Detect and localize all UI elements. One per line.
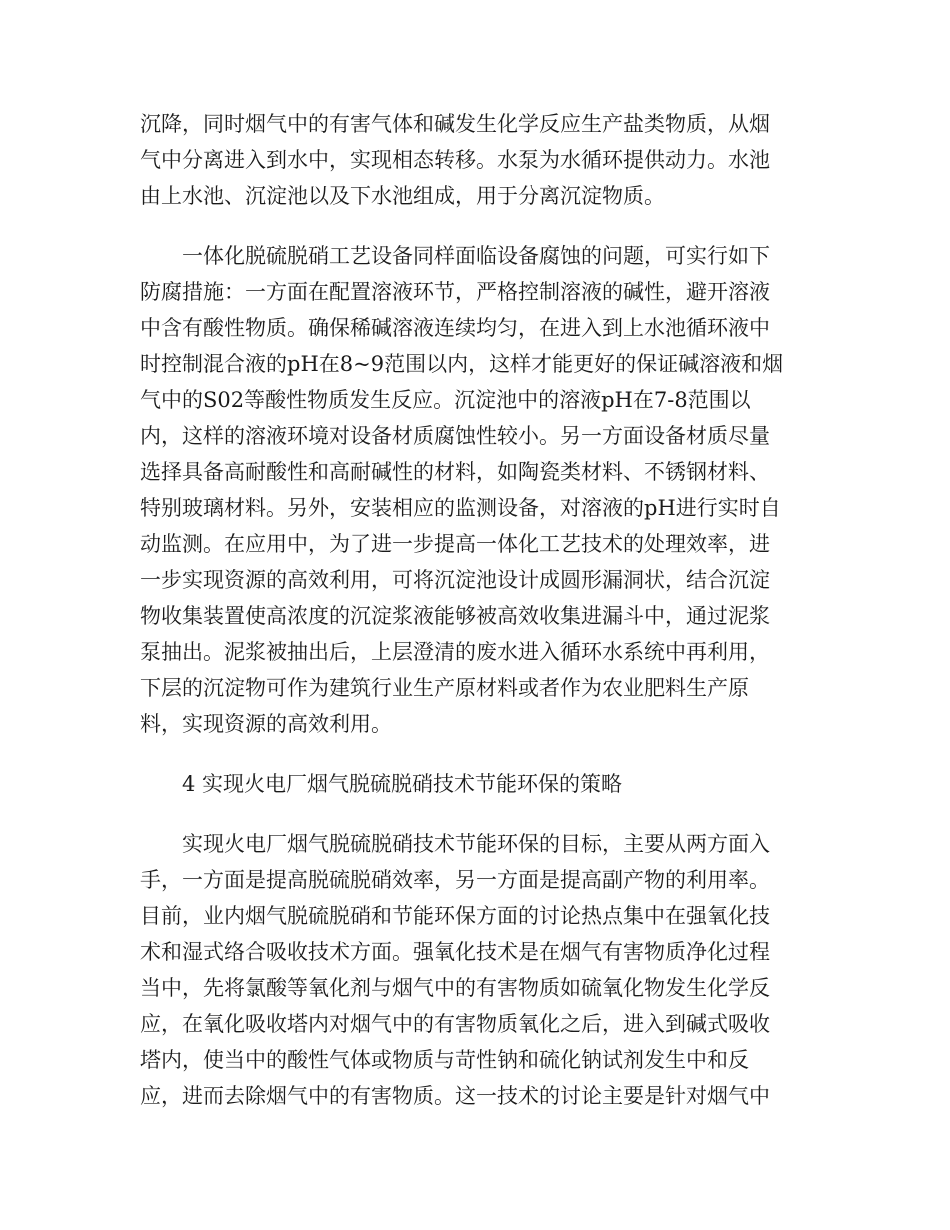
- paragraph-line: 塔内，使当中的酸性气体或物质与苛性钠和硫化钠试剂发生中和反: [140, 1048, 749, 1072]
- paragraph-line: 内，这样的溶液环境对设备材质腐蚀性较小。另一方面设备材质尽量: [140, 424, 770, 448]
- paragraph-line: 一体化脱硫脱硝工艺设备同样面临设备腐蚀的问题，可实行如下: [182, 244, 770, 268]
- paragraph-line: 特别玻璃材料。另外，安装相应的监测设备，对溶液的pH进行实时自: [140, 496, 781, 520]
- paragraph-line: 术和湿式络合吸收技术方面。强氧化技术是在烟气有害物质净化过程: [140, 940, 770, 964]
- paragraph-line: 当中，先将氯酸等氧化剂与烟气中的有害物质如硫氧化物发生化学反: [140, 976, 770, 1000]
- paragraph-water-circulation: [140, 106, 810, 214]
- paragraph-line: 沉降，同时烟气中的有害气体和碱发生化学反应生产盐类物质，从烟: [140, 112, 770, 136]
- paragraph-line: 下层的沉淀物可作为建筑行业生产原材料或者作为农业肥料生产原: [140, 676, 749, 700]
- paragraph-line: 由上水池、沉淀池以及下水池组成，用于分离沉淀物质。: [140, 184, 665, 208]
- paragraph-line: 实现火电厂烟气脱硫脱硝技术节能环保的目标，主要从两方面入: [182, 832, 770, 856]
- document-body: [140, 106, 810, 1138]
- paragraph-line: 选择具备高耐酸性和高耐碱性的材料，如陶瓷类材料、不锈钢材料、: [140, 460, 770, 484]
- paragraph-line: 泵抽出。泥浆被抽出后，上层澄清的废水进入循环水系统中再利用，: [140, 640, 770, 664]
- paragraph-line: 目前，业内烟气脱硫脱硝和节能环保方面的讨论热点集中在强氧化技: [140, 904, 770, 928]
- paragraph-anticorrosion: [140, 238, 810, 742]
- section-heading: 4 实现火电厂烟气脱硫脱硝技术节能环保的策略: [182, 772, 623, 796]
- paragraph-line: 一步实现资源的高效利用，可将沉淀池设计成圆形漏洞状，结合沉淀: [140, 568, 770, 592]
- paragraph-line: 动监测。在应用中，为了进一步提高一体化工艺技术的处理效率，进: [140, 532, 770, 556]
- paragraph-line: 应，进而去除烟气中的有害物质。这一技术的讨论主要是针对烟气中: [140, 1084, 770, 1108]
- paragraph-line: 料，实现资源的高效利用。: [140, 712, 392, 736]
- paragraph-line: 气中的S02等酸性物质发生反应。沉淀池中的溶液pH在7-8范围以: [140, 388, 751, 412]
- paragraph-line: 气中分离进入到水中，实现相态转移。水泵为水循环提供动力。水池: [140, 148, 770, 172]
- paragraph-line: 时控制混合液的pH在8~9范围以内，这样才能更好的保证碱溶液和烟: [140, 352, 784, 376]
- paragraph-line: 防腐措施：一方面在配置溶液环节，严格控制溶液的碱性，避开溶液: [140, 280, 770, 304]
- paragraph-strategy: [140, 826, 810, 1114]
- paragraph-line: 手，一方面是提高脱硫脱硝效率，另一方面是提高副产物的利用率。: [140, 868, 770, 892]
- paragraph-line: 中含有酸性物质。确保稀碱溶液连续均匀，在进入到上水池循环液中: [140, 316, 770, 340]
- paragraph-line: 物收集装置使高浓度的沉淀浆液能够被高效收集进漏斗中，通过泥浆: [140, 604, 770, 628]
- paragraph-line: 应，在氧化吸收塔内对烟气中的有害物质氧化之后，进入到碱式吸收: [140, 1012, 770, 1036]
